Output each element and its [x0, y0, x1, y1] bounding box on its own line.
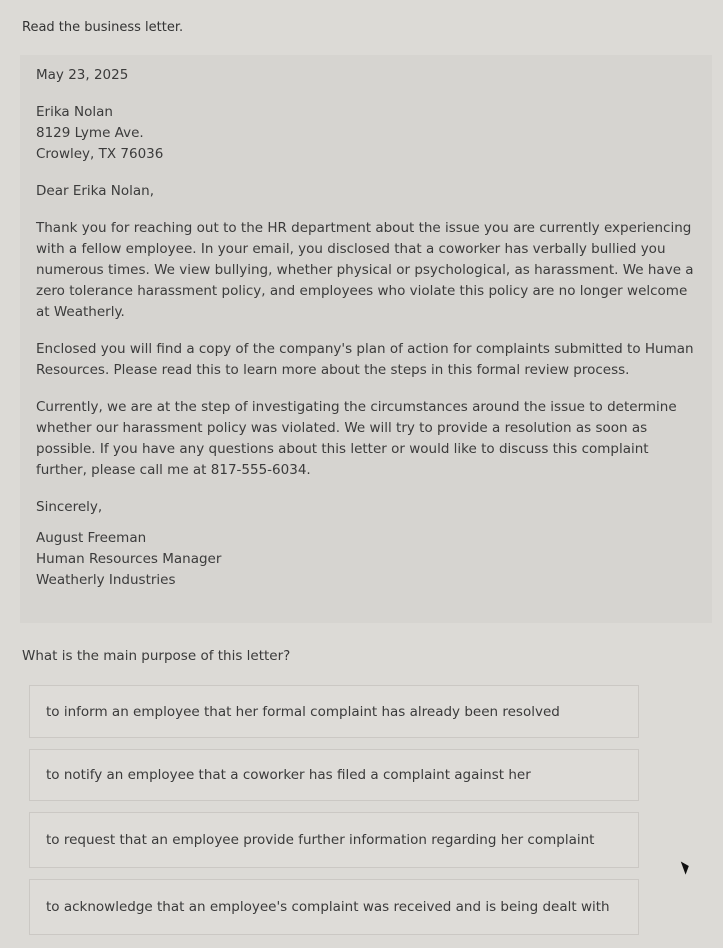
answer-options	[29, 685, 639, 946]
recipient-address	[36, 102, 700, 165]
recipient-name: Erika Nolan	[36, 104, 113, 120]
question-prompt: What is the main purpose of this letter?	[22, 648, 291, 664]
salutation: Dear Erika Nolan,	[36, 183, 155, 199]
letter-closing: Sincerely,	[36, 499, 103, 515]
answer-option-2[interactable]: to notify an employee that a coworker has filed a complaint against her	[29, 749, 639, 801]
letter-date: May 23, 2025	[36, 67, 129, 83]
answer-option-1[interactable]: to inform an employee that her formal complaint has already been resolved	[29, 685, 639, 738]
instruction-text: Read the business letter.	[22, 20, 184, 35]
letter-paragraph-2: Enclosed you will find a copy of the company's plan of action for complaints submitted to Human Resources. Please read this to learn more about the steps in this formal review process.	[36, 341, 694, 378]
recipient-city: Crowley, TX 76036	[36, 146, 164, 162]
answer-option-4[interactable]: to acknowledge that an employee's complaint was received and is being dealt with	[29, 879, 639, 935]
signer-title: Human Resources Manager	[36, 551, 222, 567]
business-letter	[20, 55, 712, 623]
letter-paragraph-1: Thank you for reaching out to the HR department about the issue you are currently experiencing with a fellow employee. In your email, you disclosed that a coworker has verbally bullied you numerous times. We view bullying, whether physical or psychological, as harassment. We have a zero tolerance harassment policy, and employees who violate this policy are no longer welcome at Weatherly.	[36, 220, 694, 320]
signer-name: August Freeman	[36, 530, 147, 546]
mouse-cursor-icon	[681, 859, 691, 874]
answer-option-3[interactable]: to request that an employee provide further information regarding her complaint	[29, 812, 639, 868]
letter-paragraph-3: Currently, we are at the step of investigating the circumstances around the issue to determine whether our harassment policy was violated. We will try to provide a resolution as soon as possible. If you have any questions about this letter or would like to discuss this complaint further, please call me at 817-555-6034.	[36, 399, 677, 478]
signature-block	[36, 528, 700, 591]
signer-company: Weatherly Industries	[36, 572, 176, 588]
recipient-street: 8129 Lyme Ave.	[36, 125, 144, 141]
